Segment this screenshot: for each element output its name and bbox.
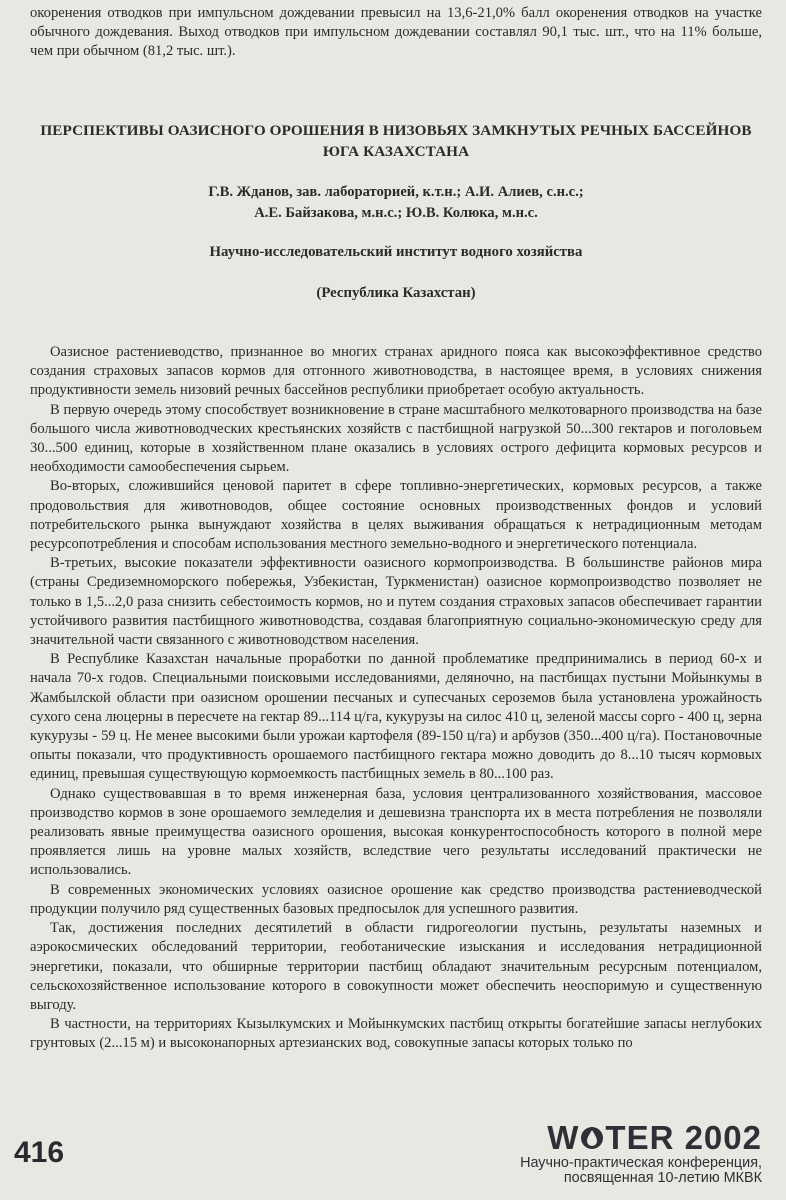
article-institute: Научно-исследовательский институт водного хозяйства	[209, 244, 583, 260]
intro-paragraph-block	[30, 4, 762, 62]
conference-line-2: посвященная 10-летию МКВК	[563, 1170, 762, 1186]
page-number: 416	[14, 1136, 65, 1169]
body-paragraph: В частности, на территориях Кызылкумских и Мойынкумских пастбищ открыты богатейшие запасы неглубоких грунтовых (2...15 м) и высоконапорных артезианских вод, совокупные запасы которых только по	[30, 1016, 762, 1052]
conference-line-1: Научно-практическая конференция,	[520, 1155, 762, 1171]
water-2002-logo	[520, 1120, 762, 1156]
body-paragraph: Оазисное растениеводство, признанное во многих странах аридного пояса как высокоэффективное средство создания страховых запасов кормов для отгонного животноводства, в настоящее время, в условиях снижения продуктивности земель низовий речных бассейнов республики приобретает особую актуальность.	[30, 344, 762, 399]
body-paragraph: Так, достижения последних десятилетий в области гидрогеологии пустынь, результаты наземных и аэрокосмических обследований территории, геоботанические изыскания и исследования нетрадиционной энергетики, показали, что обширные территории пастбищ обладают значительным ресурсным потенциалом, сельскохозяйственное использование которого в совокупности может обеспечить неоспоримую и существенную выгоду.	[30, 920, 762, 1013]
body-paragraph: В Республике Казахстан начальные проработки по данной проблематике предпринимались в период 60-х и начала 70-х годов. Специальными поисковыми исследованиями, деляночно, на пастбищах пустыни Мойынкумы в Жамбылской области при оазисном орошении песчаных и супесчаных сероземов была установлена урожайность сухого сена люцерны в пересчете на гектар 89...114 ц/га, кукурузы на силос 410 ц, зеленой массы сорго - 400 ц, зерна кукурузы - 59 ц. Не менее высокими были урожаи картофеля (89-150 ц/га) и арбузов (350...400 ц/га). Постановочные опыты показали, что продуктивность орошаемого пастбищного гектара можно доводить до 8...10 тысяч кормовых единиц, превышая существующую кормоемкость пастбищных земель в 80...100 раз.	[30, 651, 762, 783]
authors-line-1: Г.В. Жданов, зав. лабораторией, к.т.н.; А.И. Алиев, с.н.с.;	[208, 184, 584, 200]
body-paragraph: В-третьих, высокие показатели эффективности оазисного кормопроизводства. В большинстве районов мира (страны Средиземноморского побережья, Узбекистан, Туркменистан) оазисное кормопроизводство позволяет не только в 1,5...2,0 раза снизить себестоимость кормов, но и путем создания страховых запасов обеспечивает гарантии устойчивого развития пастбищного животноводства, создавая благоприятную социально-экономическую среду для значительной части связанного с животноводством населения.	[30, 555, 762, 649]
article-authors	[30, 182, 762, 224]
article-body	[30, 343, 762, 1054]
body-paragraph: Однако существовавшая в то время инженерная база, условия централизованного хозяйствования, массовое производство кормов в зоне орошаемого земледелия и дешевизна транспорта их в места потребления не позволяли реализовать явные преимущества оазисного орошения, высокая конкурентоспособность которого в полной мере проявляется лишь на уровне малых хозяйств, вследствие чего результаты исследований практически не использовались.	[30, 785, 762, 879]
body-paragraph: Во-вторых, сложившийся ценовой паритет в сфере топливно-энергетических, кормовых ресурсов, а также продовольствия для животноводов, общее состояние основных производственных фондов и условий потребительского рынка вынуждают хозяйства в целях выживания обращаться к нетрадиционным методам ресурсопотребления и способам использования местного земельно-водного и энергетического потенциала.	[30, 478, 762, 553]
body-paragraph: В первую очередь этому способствует возникновение в стране масштабного мелкотоварного производства на базе большого числа животноводческих крестьянских хозяйств с пастбищной нагрузкой 50...300 гектаров и поголовьем 30...500 единиц, которые в хозяйственном плане оказались в условиях острого дефицита кормовых ресурсов и необходимости самообеспечения сырьем.	[30, 401, 762, 476]
logo-text-right: TER 2002	[605, 1119, 762, 1156]
conference-logo-block	[520, 1120, 762, 1186]
body-paragraph: В современных экономических условиях оазисное орошение как средство производства растениеводческой продукции получило ряд существенных базовых предпосылок для успешного развития.	[30, 881, 762, 917]
article-country: (Республика Казахстан)	[316, 285, 476, 301]
authors-line-2: А.Е. Байзакова, м.н.с.; Ю.В. Колюка, м.н.с.	[254, 205, 538, 221]
water-drop-icon	[580, 1121, 604, 1145]
logo-text-left: W	[547, 1119, 580, 1156]
intro-paragraph: окоренения отводков при импульсном дождевании превысил на 13,6-21,0% балл окоренения отводков на участке обычного дождевания. Выход отводков при импульсном дождевании составлял 90,1 тыс. шт., что на 11% больше, чем при обычном (81,2 тыс. шт.).	[30, 5, 762, 60]
article-title: ПЕРСПЕКТИВЫ ОАЗИСНОГО ОРОШЕНИЯ В НИЗОВЬЯХ ЗАМКНУТЫХ РЕЧНЫХ БАССЕЙНОВ ЮГА КАЗАХСТАНА	[40, 122, 752, 160]
